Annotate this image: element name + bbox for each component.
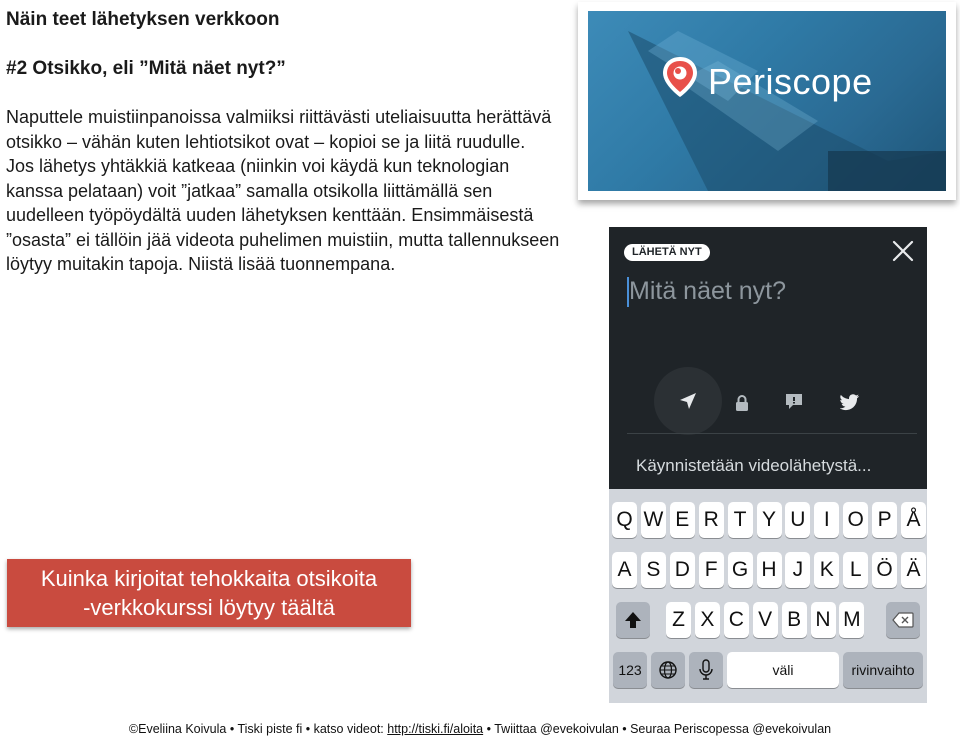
key-k[interactable]: K: [814, 552, 839, 588]
microphone-icon: [698, 659, 714, 681]
divider: [627, 433, 917, 434]
key-j[interactable]: J: [785, 552, 810, 588]
footer-link[interactable]: http://tiski.fi/aloita: [387, 722, 484, 736]
phone-screenshot: [609, 227, 927, 703]
backspace-key[interactable]: [886, 602, 920, 638]
periscope-logo-icon: [660, 55, 700, 99]
return-key[interactable]: rivinvaihto: [843, 652, 923, 688]
footer-credits: ©Eveliina Koivula • Tiski piste fi • katso videot:: [128, 722, 388, 736]
key-ö[interactable]: Ö: [872, 552, 897, 588]
key-q[interactable]: Q: [612, 502, 637, 538]
periscope-photo: [578, 2, 956, 200]
space-key[interactable]: väli: [727, 652, 839, 688]
close-icon[interactable]: [891, 239, 915, 263]
course-link-button[interactable]: [7, 559, 411, 627]
footer-social: • Twiittaa @evekoivulan • Seuraa Periscopessa @evekoivulan: [483, 722, 832, 736]
globe-icon: [658, 660, 678, 680]
paragraph-reconnect: Jos lähetys yhtäkkiä katkeaa (niinkin voi käydä kun teknologian kanssa pelataan) voit ”jatkaa” samalla otsikolla liittämällä sen uudelleen työpöydältä uuden lähetyksen kenttään. Ensimmäisestä ”osasta” ei tällöin jää videota puhelimen muistiin, mutta tallennukseen löytyy muitakin tapoja. Niistä lisää tuonnempana.: [6, 156, 560, 274]
footer: [0, 722, 960, 736]
shift-key[interactable]: [616, 602, 650, 638]
backspace-icon: [892, 612, 914, 628]
page-title: Näin teet lähetyksen verkkoon: [6, 9, 280, 30]
key-v[interactable]: V: [753, 602, 778, 638]
chat-icon[interactable]: [784, 391, 804, 411]
key-p[interactable]: P: [872, 502, 897, 538]
key-c[interactable]: C: [724, 602, 749, 638]
key-f[interactable]: F: [699, 552, 724, 588]
article-text: [6, 8, 571, 277]
key-e[interactable]: E: [670, 502, 695, 538]
key-o[interactable]: O: [843, 502, 868, 538]
key-b[interactable]: B: [782, 602, 807, 638]
shift-icon: [623, 610, 643, 630]
key-i[interactable]: I: [814, 502, 839, 538]
key-y[interactable]: Y: [757, 502, 782, 538]
key-g[interactable]: G: [728, 552, 753, 588]
twitter-icon[interactable]: [840, 392, 860, 412]
microphone-key[interactable]: [689, 652, 723, 688]
section-heading: #2 Otsikko, eli ”Mitä näet nyt?”: [6, 57, 286, 79]
periscope-wordmark: Periscope: [708, 61, 873, 102]
key-z[interactable]: Z: [666, 602, 691, 638]
lock-icon[interactable]: [732, 393, 752, 413]
key-s[interactable]: S: [641, 552, 666, 588]
key-h[interactable]: H: [757, 552, 782, 588]
key-d[interactable]: D: [670, 552, 695, 588]
globe-key[interactable]: [651, 652, 685, 688]
key-a[interactable]: A: [612, 552, 637, 588]
send-now-badge[interactable]: LÄHETÄ NYT: [624, 244, 710, 261]
key-å[interactable]: Å: [901, 502, 926, 538]
key-t[interactable]: T: [728, 502, 753, 538]
key-w[interactable]: W: [641, 502, 666, 538]
course-link-line2: -verkkokurssi löytyy täältä: [83, 595, 335, 620]
key-r[interactable]: R: [699, 502, 724, 538]
key-n[interactable]: N: [811, 602, 836, 638]
key-l[interactable]: L: [843, 552, 868, 588]
broadcast-status: Käynnistetään videolähetystä...: [636, 456, 872, 475]
paragraph-paste-title: Naputtele muistiinpanoissa valmiiksi riittävästi uteliaisuutta herättävä otsikko – vähän kuten lehtiotsikot ovat – kopioi se ja liitä ruudulle.: [6, 107, 552, 152]
broadcast-options: [654, 367, 884, 427]
key-x[interactable]: X: [695, 602, 720, 638]
numbers-key[interactable]: 123: [613, 652, 647, 688]
periscope-photo-image: [588, 11, 946, 191]
onscreen-keyboard: [609, 489, 927, 703]
key-u[interactable]: U: [785, 502, 810, 538]
course-link-line1: Kuinka kirjoitat tehokkaita otsikoita: [40, 566, 378, 591]
key-m[interactable]: M: [839, 602, 864, 638]
location-icon[interactable]: [678, 391, 698, 411]
broadcast-title-input[interactable]: [629, 273, 909, 309]
key-ä[interactable]: Ä: [901, 552, 926, 588]
